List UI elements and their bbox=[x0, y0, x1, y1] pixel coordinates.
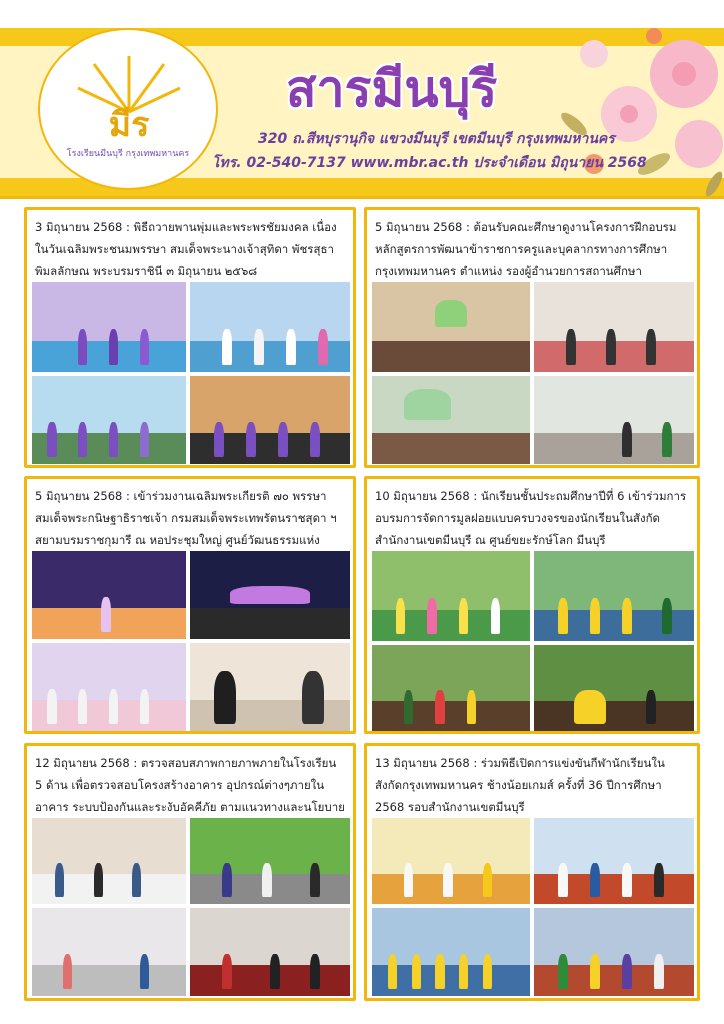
school-logo bbox=[40, 30, 216, 188]
news-photo bbox=[372, 551, 530, 641]
logo-mark: มีร bbox=[108, 105, 150, 145]
news-photo bbox=[190, 818, 350, 904]
news-photo bbox=[32, 282, 186, 372]
news-text: 5 มิถุนายน 2568 : ต้อนรับคณะศึกษาดูงานโครงการฝึกอบรมหลักสูตรการพัฒนาข้าราชการครูและบุคลากรทางการศึกษา กรุงเทพมหานคร ตำแหน่ง รองผู้อำนวยการสถานศึกษา bbox=[375, 220, 677, 278]
news-text: 5 มิถุนายน 2568 : เข้าร่วมงานเฉลิมพระเกียรติ ๗๐ พรรษา สมเด็จพระกนิษฐาธิราชเจ้า กรมสมเด็จพระเทพรัตนราชสุดา ฯ สยามบรมราชกุมารี ณ หอประชุมใหญ่ ศูนย์วัฒนธรรมแห่ง bbox=[35, 489, 337, 547]
flower-decoration-icon bbox=[534, 14, 724, 204]
news-photo bbox=[372, 818, 530, 904]
news-text: 13 มิถุนายน 2568 : ร่วมพิธีเปิดการแข่งขันกีฬานักเรียนในสังกัดกรุงเทพมหานคร ช้างน้อยเกมส์ ครั้งที่ 36 ปีการศึกษา 2568 รอบสำนักงานเขตมีนบุรี bbox=[375, 756, 665, 814]
logo-caption: โรงเรียนมีนบุรี กรุงเทพมหานคร bbox=[66, 149, 190, 159]
news-text: 10 มิถุนายน 2568 : นักเรียนชั้นประถมศึกษาปีที่ 6 เข้าร่วมการอบรมการจัดการมูลฝอยแบบครบวงจรของนักเรียนในสังกัดสำนักงานเขตมีนบุรี ณ ศูนย์ขยะรักษ์โลก มีนบุรี bbox=[375, 489, 687, 547]
news-photo bbox=[372, 908, 530, 996]
news-photo bbox=[190, 908, 350, 996]
news-text: 12 มิถุนายน 2568 : ตรวจสอบสภาพกายภาพภายในโรงเรียน 5 ด้าน เพื่อตรวจสอบโครงสร้างอาคาร อุปกรณ์ต่างๆภายในอาคาร ระบบป้องกันและระงับอัคคีภัย ตามแนวทางและนโยบาย bbox=[35, 756, 345, 814]
news-card bbox=[364, 743, 700, 1001]
news-card bbox=[24, 207, 356, 468]
school-address: 320 ถ.สีหบุรานุกิจ แขวงมีนบุรี เขตมีนบุรี กรุงเทพมหานคร bbox=[258, 131, 615, 147]
news-photo bbox=[372, 645, 530, 731]
news-photo bbox=[534, 282, 694, 372]
news-photo bbox=[32, 908, 186, 996]
contact-line: โทร. 02-540-7137 www.mbr.ac.th ประจำเดือน มิถุนายน 2568 bbox=[212, 155, 647, 171]
news-photo bbox=[534, 818, 694, 904]
news-photo bbox=[534, 551, 694, 641]
news-photo bbox=[32, 643, 186, 731]
news-text: 3 มิถุนายน 2568 : พิธีถวายพานพุ่มและพระพรชัยมงคล เนื่องในวันเฉลิมพระชนมพรรษา สมเด็จพระนางเจ้าสุทิดา พัชรสุธาพิมลลักษณ พระบรมราชินี ๓ มิถุนายน ๒๕๖๘ bbox=[35, 220, 337, 278]
news-photo bbox=[534, 376, 694, 464]
news-card bbox=[24, 743, 356, 1001]
news-card bbox=[364, 207, 700, 468]
news-photo bbox=[190, 376, 350, 464]
newsletter-title: สารมีนบุรี bbox=[286, 60, 498, 118]
news-photo bbox=[32, 551, 186, 639]
news-photo bbox=[190, 551, 350, 639]
logo-rays-icon bbox=[74, 52, 184, 152]
news-photo bbox=[372, 376, 530, 464]
news-photo bbox=[32, 376, 186, 464]
news-photo bbox=[190, 282, 350, 372]
news-card bbox=[24, 476, 356, 734]
news-card bbox=[364, 476, 700, 734]
news-photo bbox=[534, 908, 694, 996]
news-photo bbox=[190, 643, 350, 731]
news-photo bbox=[534, 645, 694, 731]
news-photo bbox=[32, 818, 186, 904]
news-photo bbox=[372, 282, 530, 372]
